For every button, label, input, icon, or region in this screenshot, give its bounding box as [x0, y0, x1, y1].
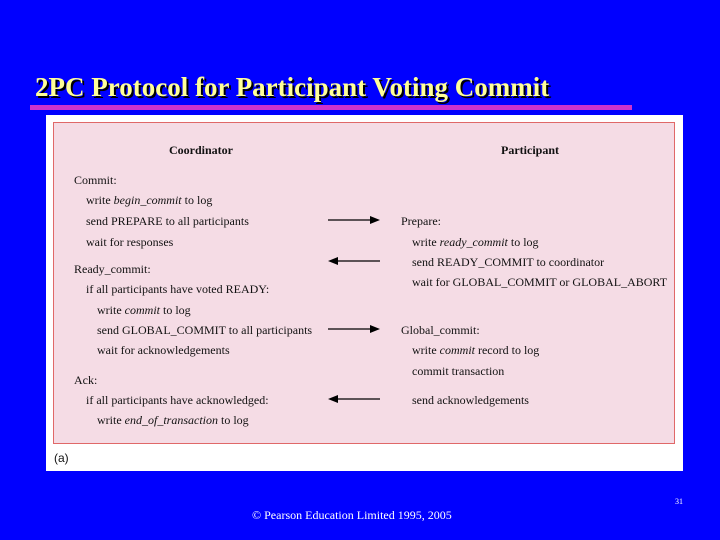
arrow-ready-commit-to-coordinator — [328, 255, 380, 267]
participant-prepare-step-wait: wait for GLOBAL_COMMIT or GLOBAL_ABORT — [412, 275, 668, 289]
coordinator-ack-label: Ack: — [74, 373, 98, 387]
coordinator-header: Coordinator — [169, 143, 233, 157]
participant-global-commit-label: Global_commit: — [401, 323, 480, 337]
page-number: 31 — [675, 497, 683, 506]
coordinator-ready-step-send-global-commit: send GLOBAL_COMMIT to all participants — [97, 323, 313, 337]
coordinator-ack-condition: if all participants have acknowledged: — [86, 393, 269, 407]
arrow-prepare-to-participant — [328, 214, 380, 226]
title-underline — [30, 105, 632, 110]
arrow-ack-to-coordinator — [328, 393, 380, 405]
figure-caption: (a) — [54, 451, 69, 465]
coordinator-ready-step-write-log: write commit to log — [97, 303, 191, 317]
coordinator-ready-step-wait: wait for acknowledgements — [97, 343, 230, 357]
participant-header: Participant — [501, 143, 559, 157]
participant-global-commit-step-write-log: write commit record to log — [412, 343, 540, 357]
participant-global-commit-step-commit: commit transaction — [412, 364, 505, 378]
arrow-global-commit-to-participant — [328, 323, 380, 335]
copyright-footer: © Pearson Education Limited 1995, 2005 — [252, 508, 452, 522]
slide-title: 2PC Protocol for Participant Voting Commit — [35, 72, 550, 102]
participant-prepare-step-send-ready: send READY_COMMIT to coordinator — [412, 255, 605, 269]
coordinator-commit-label: Commit: — [74, 173, 117, 187]
coordinator-commit-step-wait: wait for responses — [86, 235, 174, 249]
protocol-diagram-panel — [53, 122, 675, 444]
participant-send-ack: send acknowledgements — [412, 393, 529, 407]
participant-prepare-step-write-log: write ready_commit to log — [412, 235, 539, 249]
coordinator-commit-step-send-prepare: send PREPARE to all participants — [86, 214, 249, 228]
coordinator-commit-step-write-log: write begin_commit to log — [86, 193, 213, 207]
coordinator-ready-label: Ready_commit: — [74, 262, 151, 276]
coordinator-ready-condition: if all participants have voted READY: — [86, 282, 270, 296]
protocol-figure — [46, 115, 683, 471]
participant-prepare-label: Prepare: — [401, 214, 441, 228]
coordinator-ack-step-write-log: write end_of_transaction to log — [97, 413, 249, 427]
